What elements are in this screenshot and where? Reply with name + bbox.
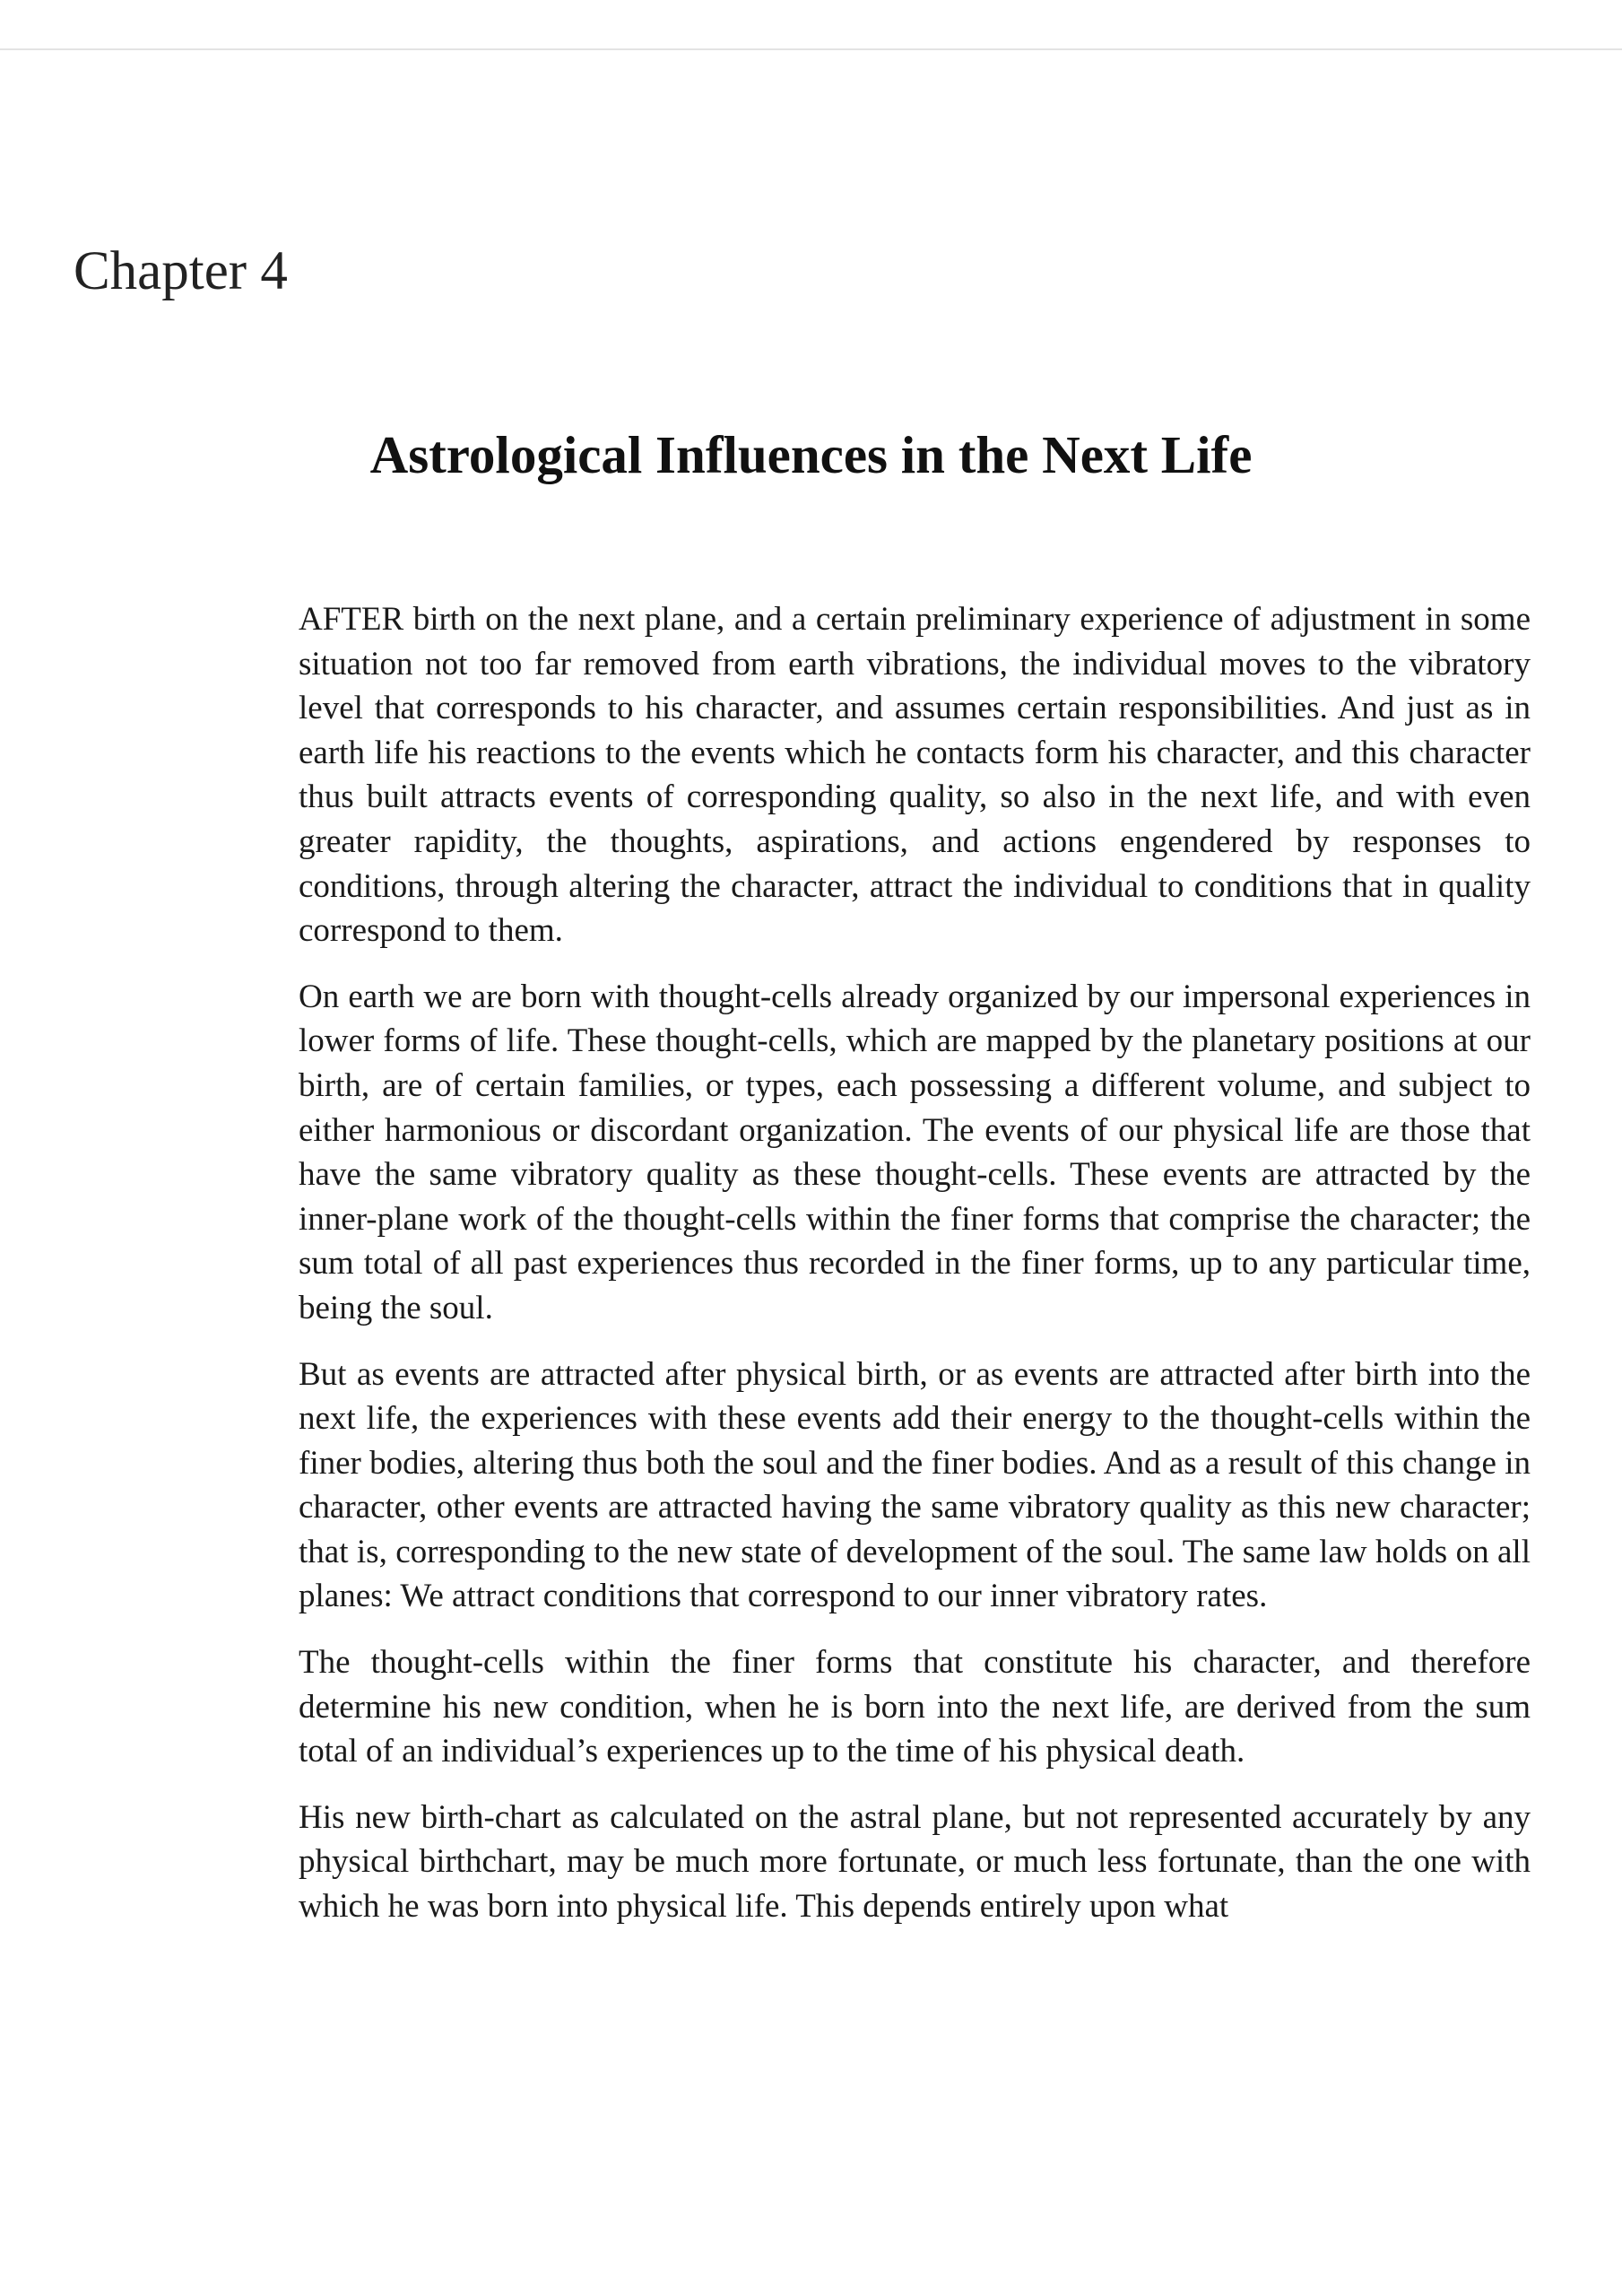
- paragraph-5: His new birth-chart as calculated on the astral plane, but not represented accurately by any physical birthchart, may be much more fortunate, or much less fortunate, than the one with which he was born into physical life. This depends entirely upon what: [299, 1798, 1531, 1926]
- paragraph-2: On earth we are born with thought-cells already organized by our impersonal experiences in lower forms of life. These thought-cells, which are mapped by the planetary positions at our birth, are of certain families, or types, each possessing a different volume, and subject to either harmonious or discordant organization. The events of our physical life are those that have the same vibratory quality as these thought-cells. These events are attracted by the inner-plane work of the thought-cells within the finer forms that comprise the character; the sum total of all past experiences thus recorded in the finer forms, up to any particular time, being the soul.: [299, 978, 1531, 1326]
- page-top-divider: [0, 48, 1622, 50]
- chapter-label: Chapter 4: [74, 241, 288, 301]
- paragraph-1: AFTER birth on the next plane, and a certain preliminary experience of adjustment in some situation not too far removed from earth vibrations, the individual moves to the vibratory level that corresponds to his character, and assumes certain responsibilities. And just as in earth life his reactions to the events which he contacts form his character, and this character thus built attracts events of corresponding quality, so also in the next life, and with even greater rapidity, the thoughts, aspirations, and actions engendered by responses to conditions, through altering the character, attract the individual to conditions that in quality correspond to them.: [299, 601, 1531, 950]
- chapter-title: Astrological Influences in the Next Life: [369, 425, 1253, 484]
- paragraph-4: The thought-cells within the finer forms that constitute his character, and therefore determine his new condition, when he is born into the next life, are derived from the sum total of an individual’s experiences up to the time of his physical death.: [299, 1644, 1531, 1770]
- paragraph-3: But as events are attracted after physical birth, or as events are attracted after birth into the next life, the experiences with these events add their energy to the thought-cells within the finer bodies, altering thus both the soul and the finer bodies. And as a result of this change in character, other events are attracted having the same vibratory quality as this new character; that is, corresponding to the new state of development of the soul. The same law holds on all planes: We attract conditions that correspond to our inner vibratory rates.: [299, 1355, 1531, 1615]
- chapter-body: [299, 597, 1531, 1951]
